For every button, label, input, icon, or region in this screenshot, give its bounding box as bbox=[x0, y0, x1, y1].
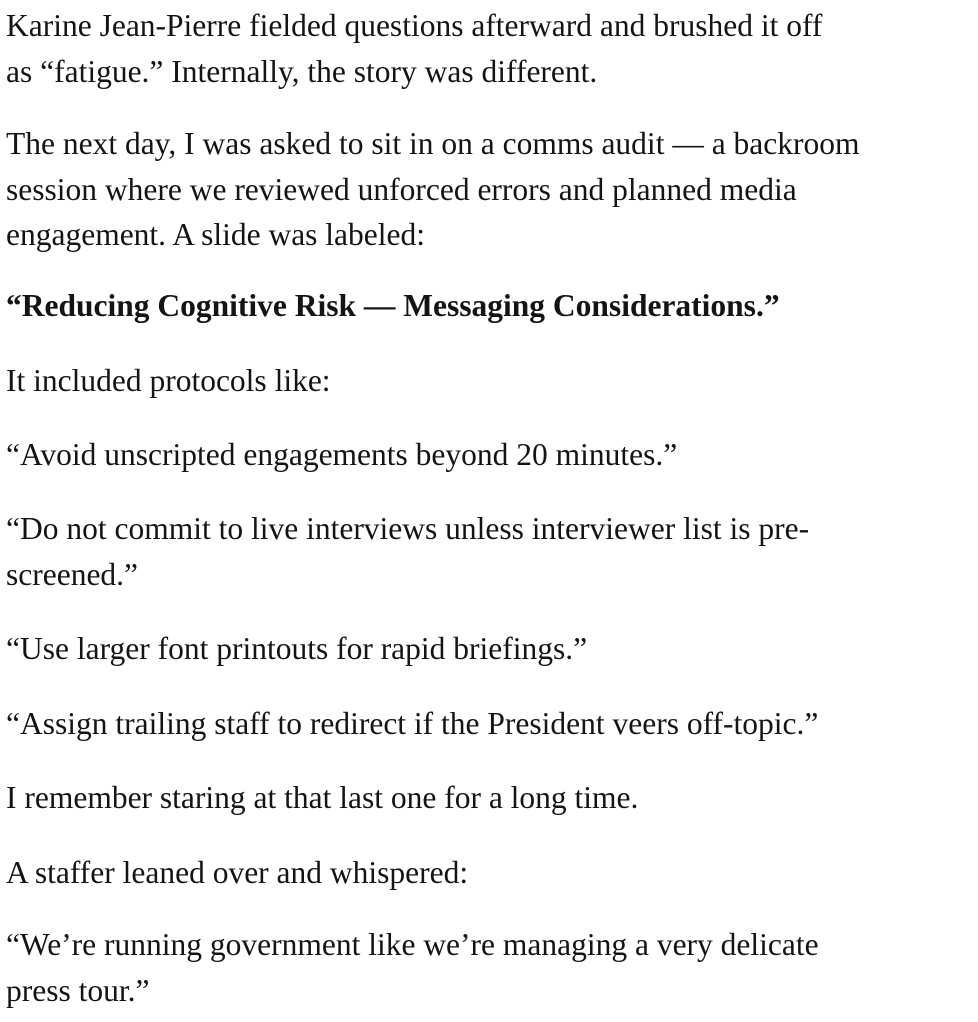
paragraph-line: screened.” bbox=[6, 556, 139, 592]
paragraph-line: It included protocols like: bbox=[6, 363, 331, 398]
paragraph-line: The next day, I was asked to sit in on a comms audit — a backroom bbox=[6, 126, 860, 161]
paragraph-protocol-2 bbox=[6, 506, 809, 597]
paragraph-line: as “fatigue.” Internally, the story was different. bbox=[6, 53, 598, 89]
paragraph-staffer bbox=[6, 850, 468, 896]
paragraph-line: I remember staring at that last one for a long time. bbox=[6, 780, 639, 815]
paragraph-quote-press-tour bbox=[6, 922, 819, 1013]
paragraph-protocol-1 bbox=[6, 432, 677, 478]
paragraph-remember bbox=[6, 775, 638, 821]
paragraph-line: “Do not commit to live interviews unless interviewer list is pre- bbox=[6, 511, 810, 546]
paragraph-comms-audit bbox=[6, 121, 860, 258]
paragraph-line: engagement. A slide was labeled: bbox=[6, 217, 426, 252]
slide-title-line: “Reducing Cognitive Risk — Messaging Considerations.” bbox=[6, 288, 780, 323]
paragraph-line: “Assign trailing staff to redirect if the President veers off-topic.” bbox=[6, 706, 819, 741]
paragraph-protocol-4 bbox=[6, 701, 818, 747]
paragraph-line: “Avoid unscripted engagements beyond 20 minutes.” bbox=[6, 437, 678, 472]
paragraph-line: “Use larger font printouts for rapid briefings.” bbox=[6, 631, 588, 666]
paragraph-line: A staffer leaned over and whispered: bbox=[6, 855, 469, 890]
paragraph-protocol-3 bbox=[6, 626, 587, 672]
paragraph-line: press tour.” bbox=[6, 972, 150, 1008]
paragraph-intro-fatigue bbox=[6, 3, 822, 94]
paragraph-line: session where we reviewed unforced errors and planned media bbox=[6, 171, 797, 207]
paragraph-protocols-intro bbox=[6, 358, 331, 404]
paragraph-line: Karine Jean-Pierre fielded questions afterward and brushed it off bbox=[6, 8, 823, 43]
paragraph-line: “We’re running government like we’re managing a very delicate bbox=[6, 927, 819, 962]
paragraph-slide-title bbox=[6, 283, 780, 329]
